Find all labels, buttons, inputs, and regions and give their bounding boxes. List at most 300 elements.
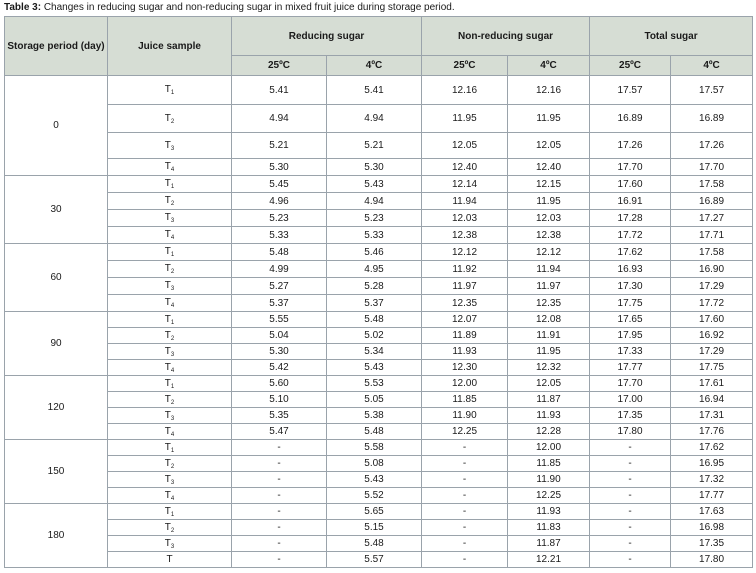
value-cell-nrs25: 12.12 [422, 244, 508, 261]
value-cell-nrs25: 12.16 [422, 76, 508, 105]
juice-sample-cell [108, 328, 232, 344]
juice-sample-cell [108, 440, 232, 456]
juice-sample-label: T [164, 112, 171, 124]
value-cell-nrs4: 12.12 [508, 244, 590, 261]
value-cell-rs4: 5.53 [327, 376, 422, 392]
value-cell-nrs25: - [422, 440, 508, 456]
value-cell-ts25: 16.89 [590, 105, 671, 133]
table-row [5, 488, 753, 504]
table-row [5, 176, 753, 193]
value-cell-rs25: 5.23 [232, 210, 327, 227]
value-cell-rs4: 5.48 [327, 424, 422, 440]
value-cell-nrs25: 11.90 [422, 408, 508, 424]
value-cell-rs25: 5.10 [232, 392, 327, 408]
juice-sample-cell [108, 360, 232, 376]
juice-sample-cell [108, 295, 232, 312]
value-cell-nrs4: 11.95 [508, 105, 590, 133]
value-cell-nrs25: 12.00 [422, 376, 508, 392]
value-cell-rs4: 5.30 [327, 159, 422, 176]
table-row [5, 312, 753, 328]
header-juice-sample: Juice sample [108, 17, 232, 76]
juice-sample-label: T [164, 489, 171, 501]
juice-sample-cell [108, 392, 232, 408]
table-row [5, 552, 753, 568]
value-cell-rs25: 5.04 [232, 328, 327, 344]
value-cell-nrs4: 12.35 [508, 295, 590, 312]
table-row [5, 520, 753, 536]
value-cell-nrs25: - [422, 488, 508, 504]
juice-sample-cell [108, 261, 232, 278]
table-row [5, 210, 753, 227]
value-cell-nrs4: 11.95 [508, 193, 590, 210]
value-cell-rs25: 5.41 [232, 76, 327, 105]
value-cell-ts4: 17.62 [671, 440, 753, 456]
value-cell-ts25: 17.26 [590, 133, 671, 159]
value-cell-nrs4: 12.05 [508, 133, 590, 159]
value-cell-nrs25: 12.07 [422, 312, 508, 328]
juice-sample-cell [108, 536, 232, 552]
header-ts-4c: 4ºC [671, 56, 753, 76]
value-cell-ts25: 17.65 [590, 312, 671, 328]
juice-sample-label: T [164, 297, 171, 308]
value-cell-rs4: 5.38 [327, 408, 422, 424]
value-cell-rs4: 5.43 [327, 472, 422, 488]
juice-sample-label: T [164, 473, 171, 485]
storage-period-cell: 60 [5, 244, 108, 312]
value-cell-ts25: - [590, 456, 671, 472]
value-cell-rs25: 5.27 [232, 278, 327, 295]
value-cell-nrs25: 11.93 [422, 344, 508, 360]
value-cell-nrs4: 11.85 [508, 456, 590, 472]
juice-sample-subscript: 1 [170, 184, 175, 190]
value-cell-ts25: - [590, 488, 671, 504]
juice-sample-subscript: 1 [170, 252, 175, 258]
value-cell-rs4: 5.05 [327, 392, 422, 408]
header-ts-25c: 25ºC [590, 56, 671, 76]
value-cell-nrs4: 11.95 [508, 344, 590, 360]
value-cell-rs25: 5.47 [232, 424, 327, 440]
value-cell-rs25: 4.94 [232, 105, 327, 133]
juice-sample-cell [108, 552, 232, 568]
value-cell-ts4: 17.32 [671, 472, 753, 488]
table-row [5, 392, 753, 408]
value-cell-nrs4: 11.93 [508, 408, 590, 424]
value-cell-nrs4: 12.40 [508, 159, 590, 176]
juice-sample-label: T [164, 229, 171, 240]
juice-sample-subscript: 3 [170, 415, 175, 422]
juice-sample-cell [108, 227, 232, 244]
juice-sample-subscript: 1 [170, 447, 175, 454]
value-cell-rs25: - [232, 472, 327, 488]
table-row [5, 504, 753, 520]
value-cell-ts4: 16.98 [671, 520, 753, 536]
table-row [5, 328, 753, 344]
table-header [5, 17, 753, 76]
juice-sample-label: T [164, 457, 171, 469]
table-row [5, 76, 753, 105]
value-cell-ts4: 17.60 [671, 312, 753, 328]
juice-sample-label: T [164, 505, 171, 517]
storage-period-cell: 0 [5, 76, 108, 176]
table-row [5, 424, 753, 440]
value-cell-ts4: 17.63 [671, 504, 753, 520]
table-row [5, 105, 753, 133]
juice-sample-cell [108, 76, 232, 105]
juice-sample-label: T [166, 553, 173, 565]
value-cell-rs25: 5.33 [232, 227, 327, 244]
header-rs-25c: 25ºC [232, 56, 327, 76]
table-row [5, 295, 753, 312]
value-cell-rs4: 5.02 [327, 328, 422, 344]
value-cell-rs4: 5.46 [327, 244, 422, 261]
juice-sample-cell [108, 424, 232, 440]
value-cell-nrs4: 12.21 [508, 552, 590, 568]
value-cell-nrs4: 12.08 [508, 312, 590, 328]
value-cell-rs4: 4.94 [327, 193, 422, 210]
juice-sample-label: T [164, 161, 171, 172]
storage-period-cell: 30 [5, 176, 108, 244]
header-non-reducing-sugar: Non-reducing sugar [422, 17, 590, 56]
juice-sample-cell [108, 133, 232, 159]
value-cell-nrs25: 12.05 [422, 133, 508, 159]
value-cell-nrs4: 11.90 [508, 472, 590, 488]
value-cell-ts4: 17.57 [671, 76, 753, 105]
table-row [5, 261, 753, 278]
value-cell-ts4: 17.71 [671, 227, 753, 244]
value-cell-nrs4: 11.87 [508, 536, 590, 552]
value-cell-nrs4: 12.32 [508, 360, 590, 376]
value-cell-rs4: 5.28 [327, 278, 422, 295]
juice-sample-cell [108, 376, 232, 392]
value-cell-nrs4: 12.03 [508, 210, 590, 227]
value-cell-ts25: 17.28 [590, 210, 671, 227]
value-cell-rs25: 5.21 [232, 133, 327, 159]
value-cell-nrs25: 12.25 [422, 424, 508, 440]
value-cell-nrs4: 11.83 [508, 520, 590, 536]
juice-sample-subscript: 2 [170, 463, 175, 470]
value-cell-rs25: - [232, 440, 327, 456]
value-cell-nrs25: 12.14 [422, 176, 508, 193]
storage-period-cell: 120 [5, 376, 108, 440]
value-cell-ts25: 16.93 [590, 261, 671, 278]
juice-sample-subscript: 1 [170, 90, 175, 96]
value-cell-ts25: 17.00 [590, 392, 671, 408]
value-cell-ts25: 17.70 [590, 376, 671, 392]
value-cell-rs4: 5.33 [327, 227, 422, 244]
juice-sample-label: T [164, 441, 171, 453]
juice-sample-cell [108, 456, 232, 472]
value-cell-ts4: 16.90 [671, 261, 753, 278]
table-row [5, 193, 753, 210]
value-cell-ts4: 17.58 [671, 244, 753, 261]
value-cell-nrs25: 12.35 [422, 295, 508, 312]
value-cell-ts25: - [590, 504, 671, 520]
value-cell-rs4: 5.52 [327, 488, 422, 504]
juice-sample-subscript: 2 [170, 335, 175, 342]
juice-sample-cell [108, 488, 232, 504]
juice-sample-label: T [164, 263, 171, 274]
value-cell-ts25: 17.80 [590, 424, 671, 440]
table-row [5, 440, 753, 456]
table-row [5, 360, 753, 376]
juice-sample-cell [108, 520, 232, 536]
value-cell-ts4: 16.92 [671, 328, 753, 344]
juice-sample-label: T [164, 329, 171, 341]
juice-sample-subscript: 4 [170, 303, 175, 309]
value-cell-nrs4: 12.15 [508, 176, 590, 193]
value-cell-rs25: - [232, 552, 327, 568]
juice-sample-label: T [164, 393, 171, 405]
table-row [5, 376, 753, 392]
value-cell-rs25: 4.96 [232, 193, 327, 210]
value-cell-rs4: 5.21 [327, 133, 422, 159]
value-cell-nrs4: 12.05 [508, 376, 590, 392]
value-cell-ts25: 17.75 [590, 295, 671, 312]
juice-sample-cell [108, 472, 232, 488]
value-cell-nrs4: 12.28 [508, 424, 590, 440]
juice-sample-subscript: 4 [170, 235, 175, 241]
header-reducing-sugar: Reducing sugar [232, 17, 422, 56]
value-cell-nrs4: 11.87 [508, 392, 590, 408]
table-row [5, 456, 753, 472]
juice-sample-cell [108, 504, 232, 520]
juice-sample-subscript: 3 [170, 145, 175, 152]
value-cell-ts4: 17.61 [671, 376, 753, 392]
table-caption-text: Changes in reducing sugar and non-reducing sugar in mixed fruit juice during storage period. [41, 2, 455, 13]
value-cell-rs4: 5.23 [327, 210, 422, 227]
value-cell-ts4: 17.26 [671, 133, 753, 159]
juice-sample-subscript: 2 [170, 118, 175, 125]
value-cell-ts4: 17.75 [671, 360, 753, 376]
value-cell-ts4: 16.89 [671, 105, 753, 133]
value-cell-rs4: 5.15 [327, 520, 422, 536]
value-cell-ts25: 16.91 [590, 193, 671, 210]
value-cell-rs4: 5.65 [327, 504, 422, 520]
table-row [5, 227, 753, 244]
value-cell-ts25: - [590, 440, 671, 456]
value-cell-rs4: 5.57 [327, 552, 422, 568]
value-cell-ts25: 17.70 [590, 159, 671, 176]
value-cell-ts4: 17.58 [671, 176, 753, 193]
value-cell-ts25: 17.62 [590, 244, 671, 261]
value-cell-nrs25: - [422, 504, 508, 520]
value-cell-rs25: 5.45 [232, 176, 327, 193]
storage-period-cell: 90 [5, 312, 108, 376]
juice-sample-label: T [164, 178, 171, 189]
juice-sample-subscript: 4 [170, 495, 175, 502]
value-cell-ts4: 17.76 [671, 424, 753, 440]
value-cell-nrs4: 11.94 [508, 261, 590, 278]
value-cell-rs4: 5.34 [327, 344, 422, 360]
header-rs-4c: 4ºC [327, 56, 422, 76]
value-cell-ts25: - [590, 520, 671, 536]
juice-sample-cell [108, 210, 232, 227]
value-cell-nrs25: - [422, 472, 508, 488]
juice-sample-cell [108, 176, 232, 193]
header-nrs-25c: 25ºC [422, 56, 508, 76]
value-cell-ts4: 17.70 [671, 159, 753, 176]
value-cell-ts4: 17.29 [671, 344, 753, 360]
table-row [5, 408, 753, 424]
value-cell-rs25: 5.48 [232, 244, 327, 261]
juice-sample-cell [108, 105, 232, 133]
juice-sample-cell [108, 193, 232, 210]
juice-sample-subscript: 4 [170, 367, 175, 374]
juice-sample-label: T [164, 139, 171, 151]
value-cell-ts4: 17.72 [671, 295, 753, 312]
value-cell-nrs4: 12.38 [508, 227, 590, 244]
value-cell-nrs25: 11.85 [422, 392, 508, 408]
value-cell-rs25: - [232, 504, 327, 520]
juice-sample-subscript: 1 [170, 511, 175, 518]
juice-sample-label: T [164, 212, 171, 223]
juice-sample-label: T [164, 345, 171, 357]
juice-sample-cell [108, 159, 232, 176]
storage-period-cell: 150 [5, 440, 108, 504]
value-cell-ts4: 16.94 [671, 392, 753, 408]
value-cell-nrs25: 12.30 [422, 360, 508, 376]
value-cell-nrs25: 11.92 [422, 261, 508, 278]
juice-sample-subscript: 3 [170, 218, 175, 224]
value-cell-ts4: 17.27 [671, 210, 753, 227]
value-cell-rs4: 5.08 [327, 456, 422, 472]
table-row [5, 536, 753, 552]
juice-sample-subscript: 4 [170, 431, 175, 438]
value-cell-ts25: 17.77 [590, 360, 671, 376]
juice-sample-subscript: 3 [170, 286, 175, 292]
value-cell-ts25: - [590, 536, 671, 552]
value-cell-ts25: 17.95 [590, 328, 671, 344]
value-cell-ts4: 16.89 [671, 193, 753, 210]
table-row [5, 278, 753, 295]
value-cell-nrs4: 11.93 [508, 504, 590, 520]
value-cell-ts25: 17.33 [590, 344, 671, 360]
value-cell-rs25: - [232, 520, 327, 536]
juice-sample-subscript: 3 [170, 543, 175, 550]
value-cell-rs25: - [232, 488, 327, 504]
value-cell-ts25: - [590, 472, 671, 488]
value-cell-ts4: 16.95 [671, 456, 753, 472]
value-cell-nrs4: 12.25 [508, 488, 590, 504]
value-cell-rs4: 5.41 [327, 76, 422, 105]
value-cell-rs25: 5.55 [232, 312, 327, 328]
header-storage-period: Storage period (day) [5, 17, 108, 76]
juice-sample-label: T [164, 280, 171, 291]
value-cell-nrs25: 11.95 [422, 105, 508, 133]
table-body [5, 76, 753, 568]
juice-sample-label: T [164, 521, 171, 533]
value-cell-nrs25: 12.03 [422, 210, 508, 227]
value-cell-nrs25: - [422, 536, 508, 552]
juice-sample-cell [108, 408, 232, 424]
value-cell-nrs4: 11.97 [508, 278, 590, 295]
table-row [5, 472, 753, 488]
value-cell-rs25: - [232, 536, 327, 552]
value-cell-nrs4: 12.16 [508, 76, 590, 105]
table-caption-label: Table 3: [4, 2, 42, 13]
value-cell-nrs25: 11.94 [422, 193, 508, 210]
value-cell-rs25: 5.42 [232, 360, 327, 376]
value-cell-ts25: - [590, 552, 671, 568]
juice-sample-subscript: 2 [170, 527, 175, 534]
juice-sample-label: T [164, 246, 171, 257]
value-cell-rs4: 4.95 [327, 261, 422, 278]
juice-sample-label: T [164, 313, 171, 325]
value-cell-nrs4: 12.00 [508, 440, 590, 456]
table-row [5, 244, 753, 261]
juice-sample-subscript: 3 [170, 351, 175, 358]
value-cell-nrs25: - [422, 456, 508, 472]
juice-sample-label: T [164, 361, 171, 373]
value-cell-ts4: 17.31 [671, 408, 753, 424]
sugar-table [4, 16, 753, 568]
value-cell-ts4: 17.29 [671, 278, 753, 295]
table-row [5, 344, 753, 360]
value-cell-rs4: 5.58 [327, 440, 422, 456]
value-cell-rs4: 5.43 [327, 176, 422, 193]
value-cell-ts4: 17.35 [671, 536, 753, 552]
juice-sample-label: T [164, 537, 171, 549]
juice-sample-label: T [164, 409, 171, 421]
table-caption [4, 2, 455, 14]
juice-sample-subscript: 1 [170, 383, 175, 390]
value-cell-rs25: 5.60 [232, 376, 327, 392]
juice-sample-subscript: 1 [170, 319, 175, 326]
value-cell-nrs25: - [422, 520, 508, 536]
value-cell-ts25: 17.35 [590, 408, 671, 424]
value-cell-nrs25: 12.40 [422, 159, 508, 176]
value-cell-rs25: 5.37 [232, 295, 327, 312]
value-cell-ts25: 17.60 [590, 176, 671, 193]
value-cell-nrs4: 11.91 [508, 328, 590, 344]
juice-sample-label: T [164, 377, 171, 389]
juice-sample-subscript: 2 [170, 201, 175, 207]
value-cell-ts4: 17.80 [671, 552, 753, 568]
value-cell-ts4: 17.77 [671, 488, 753, 504]
header-nrs-4c: 4ºC [508, 56, 590, 76]
value-cell-rs4: 5.37 [327, 295, 422, 312]
value-cell-ts25: 17.57 [590, 76, 671, 105]
value-cell-nrs25: 11.89 [422, 328, 508, 344]
juice-sample-cell [108, 344, 232, 360]
value-cell-rs25: - [232, 456, 327, 472]
value-cell-rs4: 5.43 [327, 360, 422, 376]
value-cell-rs25: 4.99 [232, 261, 327, 278]
juice-sample-subscript: 2 [170, 269, 175, 275]
value-cell-ts25: 17.30 [590, 278, 671, 295]
juice-sample-label: T [164, 84, 171, 95]
value-cell-rs25: 5.30 [232, 344, 327, 360]
storage-period-cell: 180 [5, 504, 108, 568]
juice-sample-cell [108, 312, 232, 328]
juice-sample-subscript: 3 [170, 479, 175, 486]
value-cell-ts25: 17.72 [590, 227, 671, 244]
juice-sample-subscript: 4 [170, 167, 175, 173]
juice-sample-subscript: 2 [170, 399, 175, 406]
value-cell-rs25: 5.35 [232, 408, 327, 424]
table-row [5, 133, 753, 159]
value-cell-nrs25: - [422, 552, 508, 568]
juice-sample-label: T [164, 425, 171, 437]
juice-sample-cell [108, 244, 232, 261]
value-cell-rs4: 5.48 [327, 536, 422, 552]
header-total-sugar: Total sugar [590, 17, 753, 56]
value-cell-rs4: 4.94 [327, 105, 422, 133]
table-row [5, 159, 753, 176]
juice-sample-cell [108, 278, 232, 295]
value-cell-rs4: 5.48 [327, 312, 422, 328]
juice-sample-label: T [164, 195, 171, 206]
